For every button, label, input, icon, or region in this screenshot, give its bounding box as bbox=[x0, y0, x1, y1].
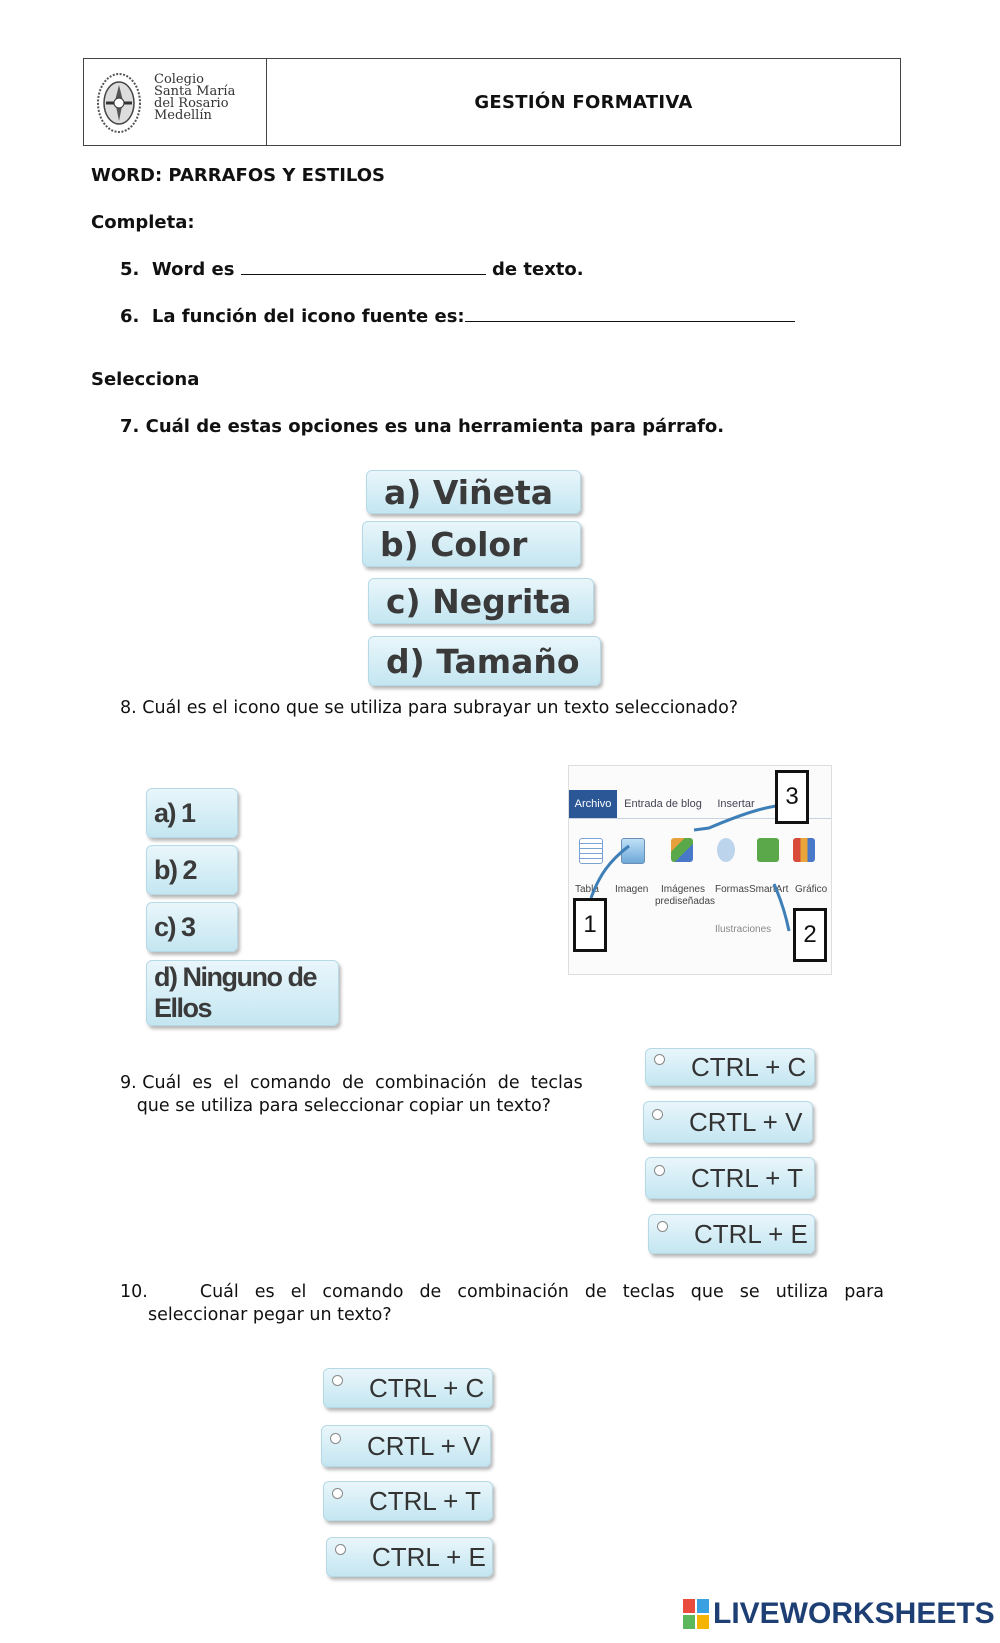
section-select: Selecciona bbox=[91, 369, 200, 390]
ribbon-label-tabla: Tabla bbox=[575, 884, 599, 895]
ribbon-marker-1: 1 bbox=[573, 898, 607, 952]
q10-line1-row bbox=[120, 1281, 884, 1304]
header-box bbox=[83, 58, 901, 146]
q5-text-pre: Word es bbox=[151, 259, 235, 280]
radio-icon[interactable] bbox=[652, 1109, 663, 1120]
q9-option-b[interactable]: CRTL + V bbox=[643, 1101, 813, 1143]
q8-option-c[interactable]: c) 3 bbox=[146, 902, 238, 952]
q9-option-c[interactable]: CTRL + T bbox=[645, 1157, 815, 1199]
question-8: 8. Cuál es el icono que se utiliza para subrayar un texto seleccionado? bbox=[120, 698, 739, 718]
school-name: Colegio Santa María del Rosario Medellín bbox=[154, 72, 236, 123]
q7-option-b[interactable]: b) Color bbox=[362, 521, 581, 567]
radio-icon[interactable] bbox=[332, 1488, 343, 1499]
q9-option-a[interactable]: CTRL + C bbox=[645, 1048, 815, 1086]
question-5 bbox=[120, 258, 584, 280]
q8-option-d[interactable]: d) Ninguno de Ellos bbox=[146, 960, 339, 1026]
ribbon-label-clipart: Imágenes prediseñadas bbox=[655, 884, 716, 907]
q6-text: La función del icono fuente es: bbox=[151, 306, 465, 327]
question-7: 7. Cuál de estas opciones es una herramienta para párrafo. bbox=[120, 416, 725, 437]
ribbon-marker-2: 2 bbox=[793, 908, 827, 962]
footer-brand: LIVEWORKSHEETS bbox=[713, 1597, 995, 1630]
ribbon-tab-archivo: Archivo bbox=[569, 790, 617, 818]
q5-text-post: de texto. bbox=[492, 259, 584, 280]
q5-blank[interactable] bbox=[241, 258, 486, 275]
ribbon-label-imagen: Imagen bbox=[615, 884, 649, 895]
radio-icon[interactable] bbox=[657, 1221, 668, 1232]
ribbon-screenshot bbox=[568, 765, 832, 975]
q9-option-d[interactable]: CTRL + E bbox=[648, 1214, 815, 1254]
header-title: GESTIÓN FORMATIVA bbox=[474, 91, 693, 113]
ribbon-group-label: Ilustraciones bbox=[715, 924, 772, 935]
section-complete: Completa: bbox=[91, 212, 195, 233]
q6-number: 6. bbox=[120, 306, 140, 327]
liveworksheets-icon bbox=[683, 1599, 709, 1629]
liveworksheets-logo bbox=[683, 1596, 995, 1632]
question-6 bbox=[120, 305, 795, 327]
radio-icon[interactable] bbox=[654, 1165, 665, 1176]
q10-option-a[interactable]: CTRL + C bbox=[323, 1368, 493, 1408]
q9-line2: que se utiliza para seleccionar copiar un texto? bbox=[136, 1096, 551, 1116]
q7-option-c[interactable]: c) Negrita bbox=[368, 578, 594, 624]
school-logo-cell bbox=[84, 59, 267, 145]
q8-option-b[interactable]: b) 2 bbox=[146, 845, 238, 895]
q10-option-b[interactable]: CRTL + V bbox=[321, 1425, 491, 1467]
ribbon-label-smartart: SmartArt bbox=[749, 884, 789, 895]
q6-blank[interactable] bbox=[465, 305, 795, 322]
q10-line1: Cuál es el comando de combinación de teclas que se utiliza para bbox=[199, 1282, 884, 1302]
q10-line2: seleccionar pegar un texto? bbox=[148, 1305, 392, 1325]
q10-number: 10. bbox=[120, 1282, 148, 1302]
q5-number: 5. bbox=[120, 259, 140, 280]
school-seal-icon bbox=[96, 71, 142, 135]
ribbon-label-grafico: Gráfico bbox=[795, 884, 828, 895]
question-10 bbox=[120, 1281, 884, 1327]
q8-option-a[interactable]: a) 1 bbox=[146, 788, 238, 838]
radio-icon[interactable] bbox=[330, 1433, 341, 1444]
doc-title: WORD: PARRAFOS Y ESTILOS bbox=[91, 165, 386, 186]
q10-option-c[interactable]: CTRL + T bbox=[323, 1481, 493, 1521]
ribbon-tab-blog: Entrada de blog bbox=[624, 798, 702, 810]
q7-option-a[interactable]: a) Viñeta bbox=[366, 470, 581, 514]
radio-icon[interactable] bbox=[332, 1375, 343, 1386]
ribbon-label-formas: Formas bbox=[715, 884, 749, 895]
radio-icon[interactable] bbox=[654, 1054, 665, 1065]
q7-option-d[interactable]: d) Tamaño bbox=[368, 636, 601, 686]
ribbon-marker-3: 3 bbox=[775, 770, 809, 824]
radio-icon[interactable] bbox=[335, 1544, 346, 1555]
ribbon-tab-insertar: Insertar bbox=[717, 798, 755, 810]
q9-line1: 9. Cuál es el comando de combinación de teclas bbox=[120, 1073, 583, 1093]
q10-option-d[interactable]: CTRL + E bbox=[326, 1537, 493, 1577]
question-9 bbox=[120, 1072, 583, 1118]
